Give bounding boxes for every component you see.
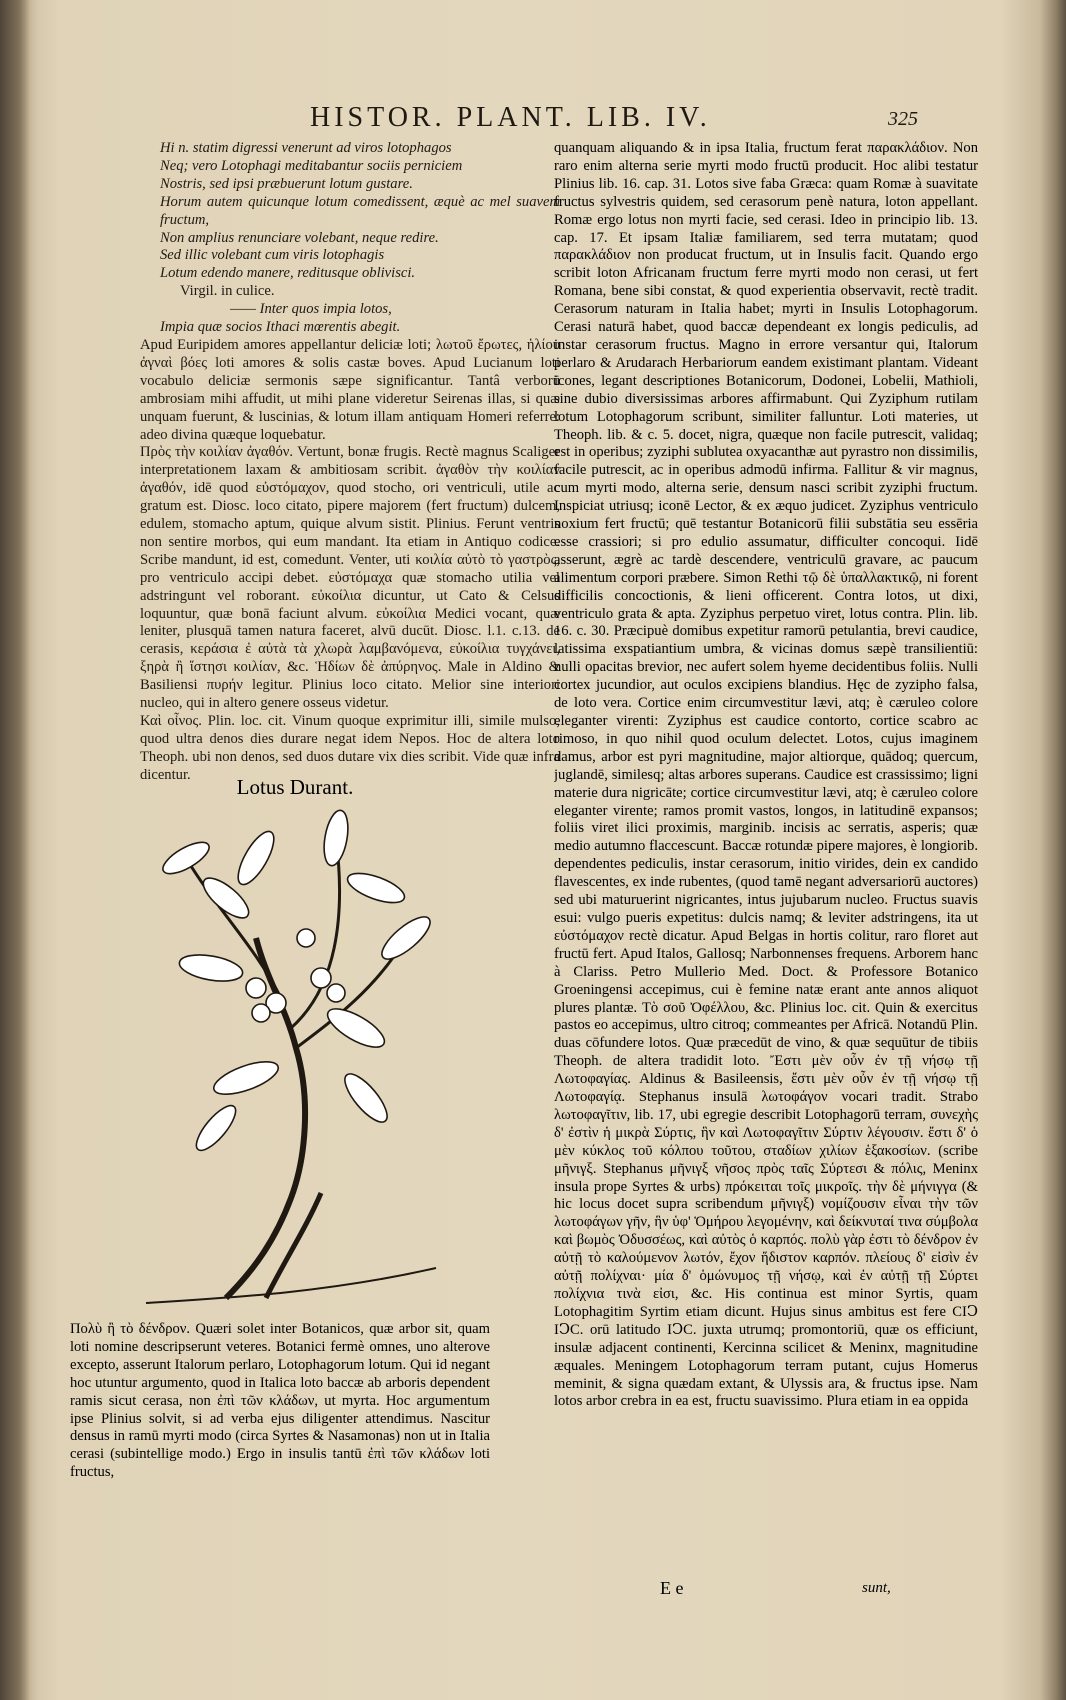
citation-line: Virgil. in culice. — [180, 283, 275, 300]
verse-line: Neq; vero Lotophagi meditabantur sociis perniciem — [160, 157, 463, 174]
catchword: sunt, — [862, 1580, 891, 1596]
verse-line: Lotum edendo manere, reditusque oblivisci. — [160, 265, 416, 282]
book-binding-shadow — [0, 0, 30, 1700]
commentary-paragraph: Καὶ οἶνος. Plin. loc. cit. Vinum quoque exprimitur illi, simile mulso, quod ultra denos dies durare negat idem Nepos. Hoc de altera loto Theoph. ubi non denos, sed duos dutare vix dies scribit. Vide quæ infra dicentur. — [140, 713, 560, 783]
commentary-paragraph: Πρὸς τὴν κοιλίαν ἀγαθόν. Vertunt, bonæ frugis. Rectè magnus Scaliger interpretationem laxam & ambitiosam scribit. ἀγαθὸν τὴν κοιλίαν ἀγαθόν, idē quod εὐστόμαχον, quod stocho, ori ventriculi, utile ac gratum est. Diosc. loco citato, pipere majorem (fert fructum) dulcem, edulem, stomacho aptum, quique alvum sistit. Plinius. Ferunt ventris non sentire morbos, qui eum mandant. Ita etiam in Antiquo codice. Scribe mandunt, id est, comedunt. Venter, uti κοιλία αὐτὸ τὸ γαστρὸς, pro ventriculo accipi debet. εὐστόμαχα quæ stomacho utilia vel adstringunt vel roborant. εὐκοίλια dicuntur, ut Cato & Celsus loquuntur, quæ bonā faciunt alvum. εὐκοίλια Medici vocant, quæ leniter, plusquā tamen natura faceret, alvū ducūt. Diosc. l.1. c.13. de cerasis, κεράσια ἐ αὐτὰ τὰ χλωρὰ λαμβανόμενα, εὐκοίλια τυγχάνει, ξηρὰ ἢ ἵστησι κοιλίαν, &c. Ἡδίων δὲ ἀπύρηνος. Male in Aldino & Basiliensi πυρήν legitur. Plinius loco citato. Melior sine interiori nucleo, qui in altero genere osseus videtur. — [140, 444, 560, 712]
running-title: HISTOR. PLANT. LIB. IV. — [310, 102, 711, 133]
right-column: quanquam aliquando & in ipsa Italia, fructum ferat παρακλάδιον. Non raro enim alterna serie myrti modo fructū producit. Hoc alibi testatur Plinius lib. 16. cap. 31. Lotos sive faba Græca: quam Romæ à suavitate fructus sylvestris quidem, sed cerasorum penè natura, loton appellant. Romæ ergo lotus non myrti facie, sed cerasi. Ideo in principio lib. 13. cap. 17. Et ipsam Italiæ familiarem, sed terra mutatam; quod παρακλάδιον non producat fructum, ut in Insulis facit. Quando ergo scribit loton Africanam fructum ferre myrti modo non cerasi, ut fert Romana, bene sibi constat, & quod experientia observavit, rectè tradit. Cerasorum naturam in Italia habet; myrti in Insulis Lotophagorum. Cerasi naturā habet, quod baccæ dependeant ex longis pediculis, ad instar cerasorum fructus. Magno in errore versantur qui, Italorum perlaro & Arudarach Herbariorum eandem existimant plantam. Videant icones, legant descriptiones Botanicorum, Dodonei, Lobelii, Mathioli, sine dubio diversissimas arbores affirmabunt. Qui Zyziphum rutilam lotum Lotophagorum scribunt, similiter falluntur. Loti materies, ut Theoph. lib. & c. 5. docet, nigra, quæque non facile putrescit, validaq; est in operibus; zyziphi sublutea oxyacanthæ aut pyrastro non dissimilis, facile putrescit, ac in operibus admodū infirma. Fallitur & vir magnus, cum myrti modo, alterna serie, densum nasci scribit zyziphi fructum. Inspiciat utriusq; iconē Lector, & ex æquo judicet. Zyziphus ventriculo noxium fert fructū; quē testantur Botanicorū filii substātia seu essēria esse crassiori; si pro edulio assumatur, difficulter concoqui. Iidē asserunt, ægrè ac tardè descendere, ventriculū gravare, ac paucum alimentum corpori præbere. Simon Rethi τῷ δὲ ὑπαλλακτικῷ, ni forent difficilis concoctionis, & lieni officerent. Contra lotos, ut dixi, ventriculo grata & apta. Zyziphus perpetuo viret, lotus contra. Plin. lib. 16. c. 30. Præcipuè domibus expetitur ramorū petulantia, brevi caudice, latissima exspatiantium umbra, & vicinas domus sæpè transilientiū: nulli opacitas brevior, nec aufert solem hyeme decidentibus foliis. Nulli cortex jucundior, aut oculos excipiens blandius. Hęc de zyzipho falsa, de loto vera. Cortice enim circumvestitur lævi, atq; è cæruleo colore eleganter virenti: Zyziphus est caudice contorto, cortice scabro ac rimoso, in quo nihil quod oculum delectet. Lotos, cujus imaginem damus, arbor est pyri magnitudine, major altiorque, quādoq; quercum, juglandē, similesq; altas arbores superans. Caudice est crassissimo; ligni materie dura nigricāte; cortice circumvestitur lævi, atq; è cæruleo colore eleganter virente; ramos promit vastos, longos, in latitudinē expansos; foliis viret ilici proximis, marginib. incisis ac serratis, asperis; quæ medio autumno flaccescunt. Baccæ rotundæ pipere majores, è longiorib. dependentes pediculis, instar cerasorum, initio virides, dein ex candido flavescentes, ex inde rubentes, (quod tamē negant adversariorū auctores) sed ubi maturuerint nigricantes, intus jujubarum nucleo. Fructus suavis esui: vulgo pueris expetitus: dulcis namq; & leviter adstringens, ita ut εὐστόμαχον rectè dicatur. Apud Belgas in hortis colitur, raro floret aut fructū fert. Apud Italos, Gallosq; Narbonnenses frequens. Arborem hanc à Clariss. Petro Mullerio Med. Doct. & Professore Botanico Groeningensi accepimus, cui è femine natæ erant ante annos aliquot plures plantæ. Τὸ σοῦ Ὀφέλλου, &c. Plinius loc. cit. Quin & exercitus pastos eo accepimus, ultro citroq; commeantes per Africā. Notandū Plin. duas cōfundere lotos. Quæ præcedūt de vino, & quæ sequūtur de tibiis Theoph. de altera tradidit loto. Ἔστι μὲν οὖν ἐν τῇ νήσῳ τῇ Λωτοφαγίας. Aldinus & Basileensis, ἔστι μὲν οὖν ἐν τῇ νήσῳ τῇ Λωτοφαγίᾳ. Stephanus insulā λωτοφάγον vocari tradit. Strabo λωτοφαγῖτιν, lib. 17, ubi egregie describit Lotophagorū terram, συνεχὴς δ' ἐστὶν ἡ μικρὰ Σύρτις, ἣν καὶ Λωτοφαγῖτιν Σύρτιν λέγουσιν. ἔστι δ' ὁ μὲν κύκλος τοῦ κόλπου τοῦτου, σταδίων χιλίων ἑξακοσίων. (scribe μῆνιγξ. Stephanus μῆνιγξ νῆσος πρὸς ταῖς Σύρτεσι & πόλις, Meninx insula prope Syrtes & urbs) πρόκειται τοῖς μικροῖς. τὴν δὲ μήνιγγα (& hic locus docet supra scribendum μῆνιγξ) νομίζουσιν εἶναι τὴν τῶν λωτοφάγων γῆν, ἣν ὑφ' Ὁμήρου λεγομένην, καὶ δείκνυταί τινα σύμβολα καὶ βωμὸς Ὀδυσσέως, καὶ αὐτὸς ὁ καρπός. πολὺ γὰρ ἐστι τὸ δένδρον ἐν αὐτῇ τὸ καλούμενον λωτόν, ἔχον ἥδιστον καρπόν. πλείους δ' εἰσὶν ἐν αὐτῇ πολίχναι· μία δ' ὁμώνυμος τῇ νήσῳ, καὶ ἐν αὐτῇ τῇ Σύρτει πολίχνια τινὰ εἰσι, &c. His continua est minor Syrtis, quam Lotophagitim Syrtim etiam dicunt. Hujus sinus ambitus est fere CIↃ IↃC. orū latitudo IↃC. juxta utrumq; promontoriū, quæ os efficiunt, insulæ adjacent continenti, Kercinna scilicet & Meninx, magnitudine æquales. Meningem Lotophagorum terram putant, cujus Homerus meminit, & signa quædam extant, & Ulyssis ara, & fructus ipse. Nam lotos arbor crebra in ea est, fructu suavissimo. Plura etiam in ea oppida — [554, 140, 978, 1410]
verse-line: Sed illic volebant cum viris lotophagis — [160, 247, 385, 264]
verse-line: Horum autem quicunque lotum comedissent, æquè ac mel suavem fructum, — [160, 193, 560, 228]
left-column-bottom: Πολὺ ἢ τὸ δένδρον. Quæri solet inter Botanicos, quæ arbor sit, quam loti nomine descripserunt veteres. Botanici fermè omnes, uno alterove excepto, asserunt Italorum perlaro, Lotophagorum lotum. Qui id negant hoc utuntur argumento, quod in Italica loto baccæ ab arboris dependent ramis sicut cerasa, non ἐπὶ τῶν κλάδων, ut myrta. Hoc argumentum ipse Plinius solvit, si ad verba ejus diligenter attendimus. Nascitur densus in ramū myrti modo (circa Syrtes & Nasamonas) non ut in Italia cerasi (subintellige modo.) Ergo in insulis tantū ἐπὶ τῶν κλάδων loti fructus, — [70, 1321, 490, 1481]
verse-line: Nostris, sed ipsi præbuerunt lotum gustare. — [160, 175, 413, 192]
figure-caption: Lotus Durant. — [236, 775, 354, 799]
left-column-top — [140, 140, 560, 840]
lotus-durant-woodcut-illustration — [106, 798, 466, 1314]
verse-line: Impia quæ socios Ithaci mœrentis abegit. — [160, 319, 401, 336]
verse-line: —— Inter quos impia lotos, — [230, 301, 392, 318]
verse-line: Non amplius renunciare volebant, neque redire. — [160, 229, 439, 246]
page-number: 325 — [888, 108, 918, 130]
signature-mark: E e — [660, 1578, 684, 1598]
verse-line: Hi n. statim digressi venerunt ad viros lotophagos — [160, 140, 452, 156]
commentary-paragraph: Apud Euripidem amores appellantur deliciæ loti; λωτοῦ ἔρωτες, ἡλίου ἀγναὶ βόες loti amores & solis castæ boves. Apud Lucianum loti vocabulo deliciæ sermonis sæpe significantur. Tantâ verborū ambrosiam mihi affudit, ut mihi plane videretur Seirenas illas, si quæ unquam fuerunt, & luscinias, & lotum illam antiquam Homeri referre: adeo divina quæque loquebatur. — [140, 336, 560, 443]
